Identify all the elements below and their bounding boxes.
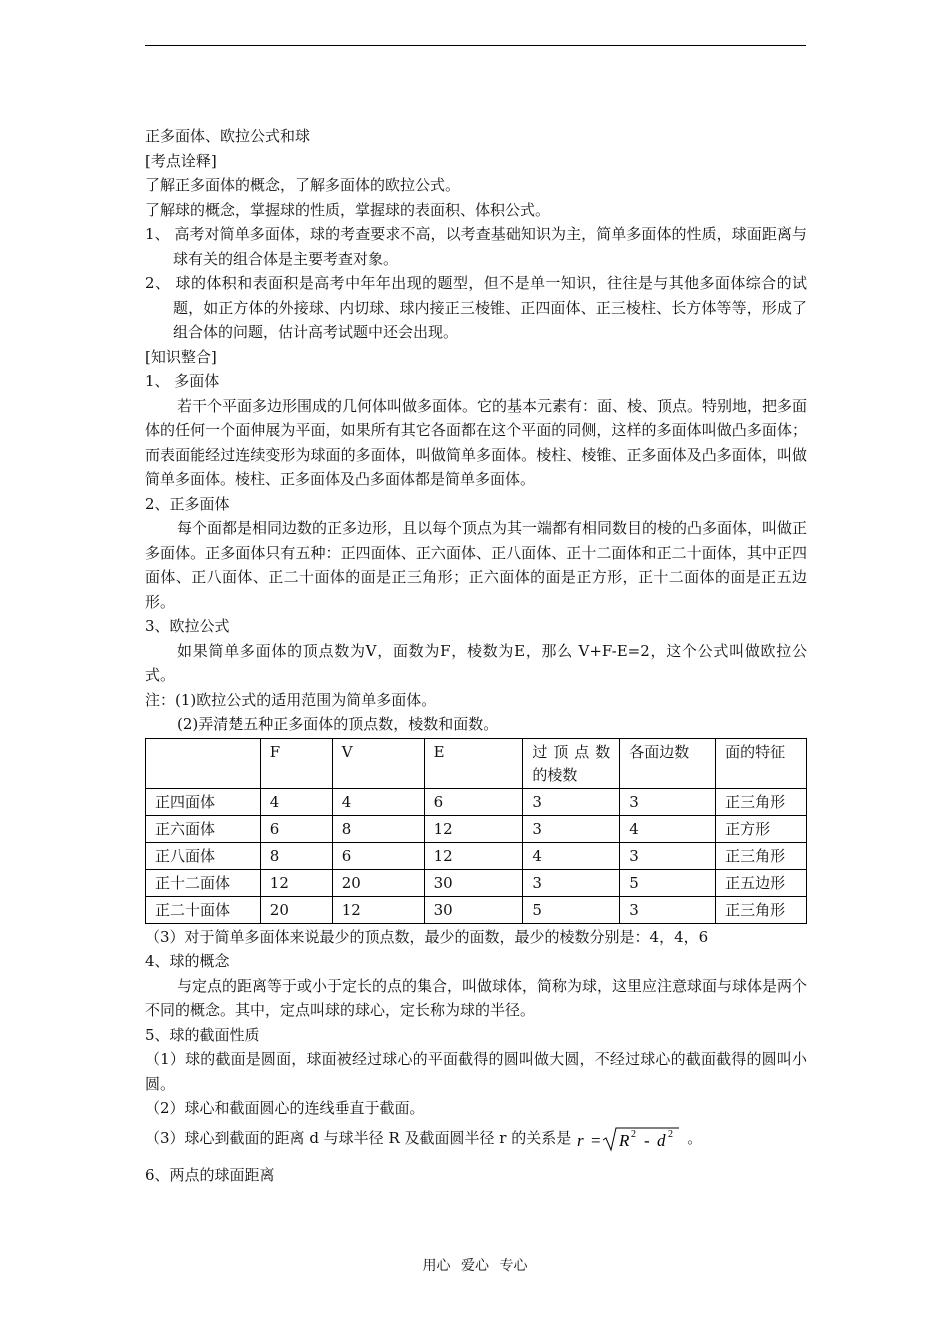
- table-cell: 12: [424, 815, 523, 842]
- table-row: [146, 815, 807, 842]
- formula-d-exponent: 2: [668, 1128, 674, 1140]
- table-cell: 8: [332, 815, 424, 842]
- table-cell: 正八面体: [146, 842, 261, 869]
- table-header-cell: 过 顶 点 数的棱数: [523, 738, 620, 788]
- table-cell: 3: [523, 869, 620, 896]
- table-cell: 正三角形: [716, 896, 807, 923]
- table-cell: 4: [523, 842, 620, 869]
- table-cell: 正二十面体: [146, 896, 261, 923]
- table-cell: 5: [523, 896, 620, 923]
- table-header-cell: F: [260, 738, 332, 788]
- paragraph-sphere-concept: 与定点的距离等于或小于定长的点的集合，叫做球体，简称为球，这里应注意球面与球体是两个不同的概念。其中，定点叫球的球心，定长称为球的半径。: [145, 976, 808, 1019]
- table-row: [146, 842, 807, 869]
- table-header-cell: [146, 738, 261, 788]
- page-footer: 用心 爱心 专心: [422, 1258, 528, 1274]
- table-cell: 正三角形: [716, 842, 807, 869]
- table-cell: 3: [620, 788, 716, 815]
- table-row: [146, 869, 807, 896]
- table-cell: 6: [332, 842, 424, 869]
- formula-equals: =: [591, 1130, 601, 1150]
- table-cell: 正三角形: [716, 788, 807, 815]
- table-cell: 30: [424, 896, 523, 923]
- exam-point-1: 1、 高考对简单多面体，球的考查要求不高，以考查基础知识为主，简单多面体的性质，球面距离与球有关的组合体是主要考查对象。: [145, 225, 807, 268]
- paragraph-euler-formula: 如果简单多面体的顶点数为V，面数为F，棱数为E，那么 V+F-E=2，这个公式叫做欧拉公式。: [145, 641, 807, 684]
- table-cell: 3: [620, 896, 716, 923]
- formula-lhs: r: [577, 1130, 584, 1150]
- table-cell: 正五边形: [716, 869, 807, 896]
- section-heading-knowledge: [知识整合]: [145, 347, 217, 366]
- heading-sphere-section: 5、球的截面性质: [145, 1025, 260, 1044]
- section-property-2: （2）球心和截面圆心的连线垂直于截面。: [145, 1099, 425, 1117]
- heading-sphere-concept: 4、球的概念: [145, 952, 230, 970]
- table-header-cell: 面的特征: [716, 738, 807, 788]
- document-title: 正多面体、欧拉公式和球: [145, 127, 311, 145]
- table-cell: 6: [424, 788, 523, 815]
- table-cell: 正十二面体: [146, 869, 261, 896]
- section-property-1: （1）球的截面是圆面，球面被经过球心的平面截得的圆叫做大圆，不经过球心的截面截得的圆叫小圆。: [145, 1050, 807, 1093]
- table-cell: 12: [424, 842, 523, 869]
- table-row: [146, 788, 807, 815]
- note-1: 注：(1)欧拉公式的适用范围为简单多面体。: [145, 690, 437, 709]
- table-cell: 4: [332, 788, 424, 815]
- table-cell: 12: [332, 896, 424, 923]
- section-property-3: [145, 1121, 807, 1155]
- formula-R-exponent: 2: [631, 1128, 637, 1140]
- paragraph-polyhedron: 若干个平面多边形围成的几何体叫做多面体。它的基本元素有：面、棱、顶点。特别地，把多面体的任何一个面伸展为平面，如果所有其它各面都在这个平面的同侧，这样的多面体叫做凸多面体；而表面能经过连续变形为球面的多面体，叫做简单多面体。棱柱、棱锥、正多面体及凸多面体，叫做简单多面体。棱柱、正多面体及凸多面体都是简单多面体。: [145, 396, 808, 488]
- note-2: (2)弄清楚五种正多面体的顶点数，棱数和面数。: [177, 715, 499, 733]
- table-header-cell: 各面边数: [620, 738, 716, 788]
- table-header-cell: E: [424, 738, 523, 788]
- table-cell: 3: [620, 842, 716, 869]
- table-cell: 8: [260, 842, 332, 869]
- heading-euler-formula: 3、欧拉公式: [145, 617, 230, 635]
- section-property-3-text: （3）球心到截面的距离 d 与球半径 R 及截面圆半径 r 的关系是: [145, 1128, 572, 1147]
- table-cell: 30: [424, 869, 523, 896]
- table-header-row: [146, 738, 807, 788]
- table-cell: 正六面体: [146, 815, 261, 842]
- table-cell: 4: [620, 815, 716, 842]
- table-cell: 5: [620, 869, 716, 896]
- table-row: [146, 896, 807, 923]
- table-cell: 20: [260, 896, 332, 923]
- table-cell: 4: [260, 788, 332, 815]
- table-cell: 正四面体: [146, 788, 261, 815]
- table-header-cell: V: [332, 738, 424, 788]
- section-heading-exam-points: [考点诠释]: [145, 151, 217, 170]
- table-cell: 6: [260, 815, 332, 842]
- table-cell: 12: [260, 869, 332, 896]
- note-3: （3）对于简单多面体来说最少的顶点数，最少的面数，最少的棱数分别是：4，4，6: [145, 927, 709, 946]
- heading-regular-polyhedron: 2、正多面体: [145, 494, 230, 513]
- paragraph-regular-polyhedron: 每个面都是相同边数的正多边形，且以每个顶点为其一端都有相同数目的棱的凸多面体，叫做正多面体。正多面体只有五种：正四面体、正六面体、正八面体、正十二面体和正二十面体，其中正四面体、正八面体、正二十面体的面是正三角形；正六面体的面是正方形，正十二面体的面是正五边形。: [145, 519, 808, 611]
- regular-polyhedra-table: [145, 738, 807, 924]
- header-rule: [145, 45, 806, 46]
- formula-d: d: [657, 1130, 666, 1150]
- heading-polyhedron: 1、 多面体: [145, 372, 220, 390]
- table-cell: 3: [523, 788, 620, 815]
- table-cell: 3: [523, 815, 620, 842]
- goal-polyhedra: 了解正多面体的概念，了解多面体的欧拉公式。: [145, 176, 461, 194]
- document-body: [145, 124, 807, 1187]
- exam-point-2: 2、 球的体积和表面积是高考中年年出现的题型，但不是单一知识，往往是与其他多面体综合的试题，如正方体的外接球、内切球、球内接正三棱锥、正四面体、正三棱柱、长方体等等，形成了组合体的问题，估计高考试题中还会出现。: [145, 274, 807, 341]
- heading-spherical-distance: 6、两点的球面距离: [145, 1165, 275, 1184]
- goal-sphere: 了解球的概念，掌握球的性质，掌握球的表面积、体积公式。: [145, 200, 551, 219]
- formula-R: R: [619, 1130, 630, 1150]
- table-cell: 20: [332, 869, 424, 896]
- table-cell: 正方形: [716, 815, 807, 842]
- formula-minus: -: [644, 1130, 650, 1150]
- radius-formula: [575, 1123, 683, 1155]
- section-property-3-end: 。: [687, 1128, 703, 1147]
